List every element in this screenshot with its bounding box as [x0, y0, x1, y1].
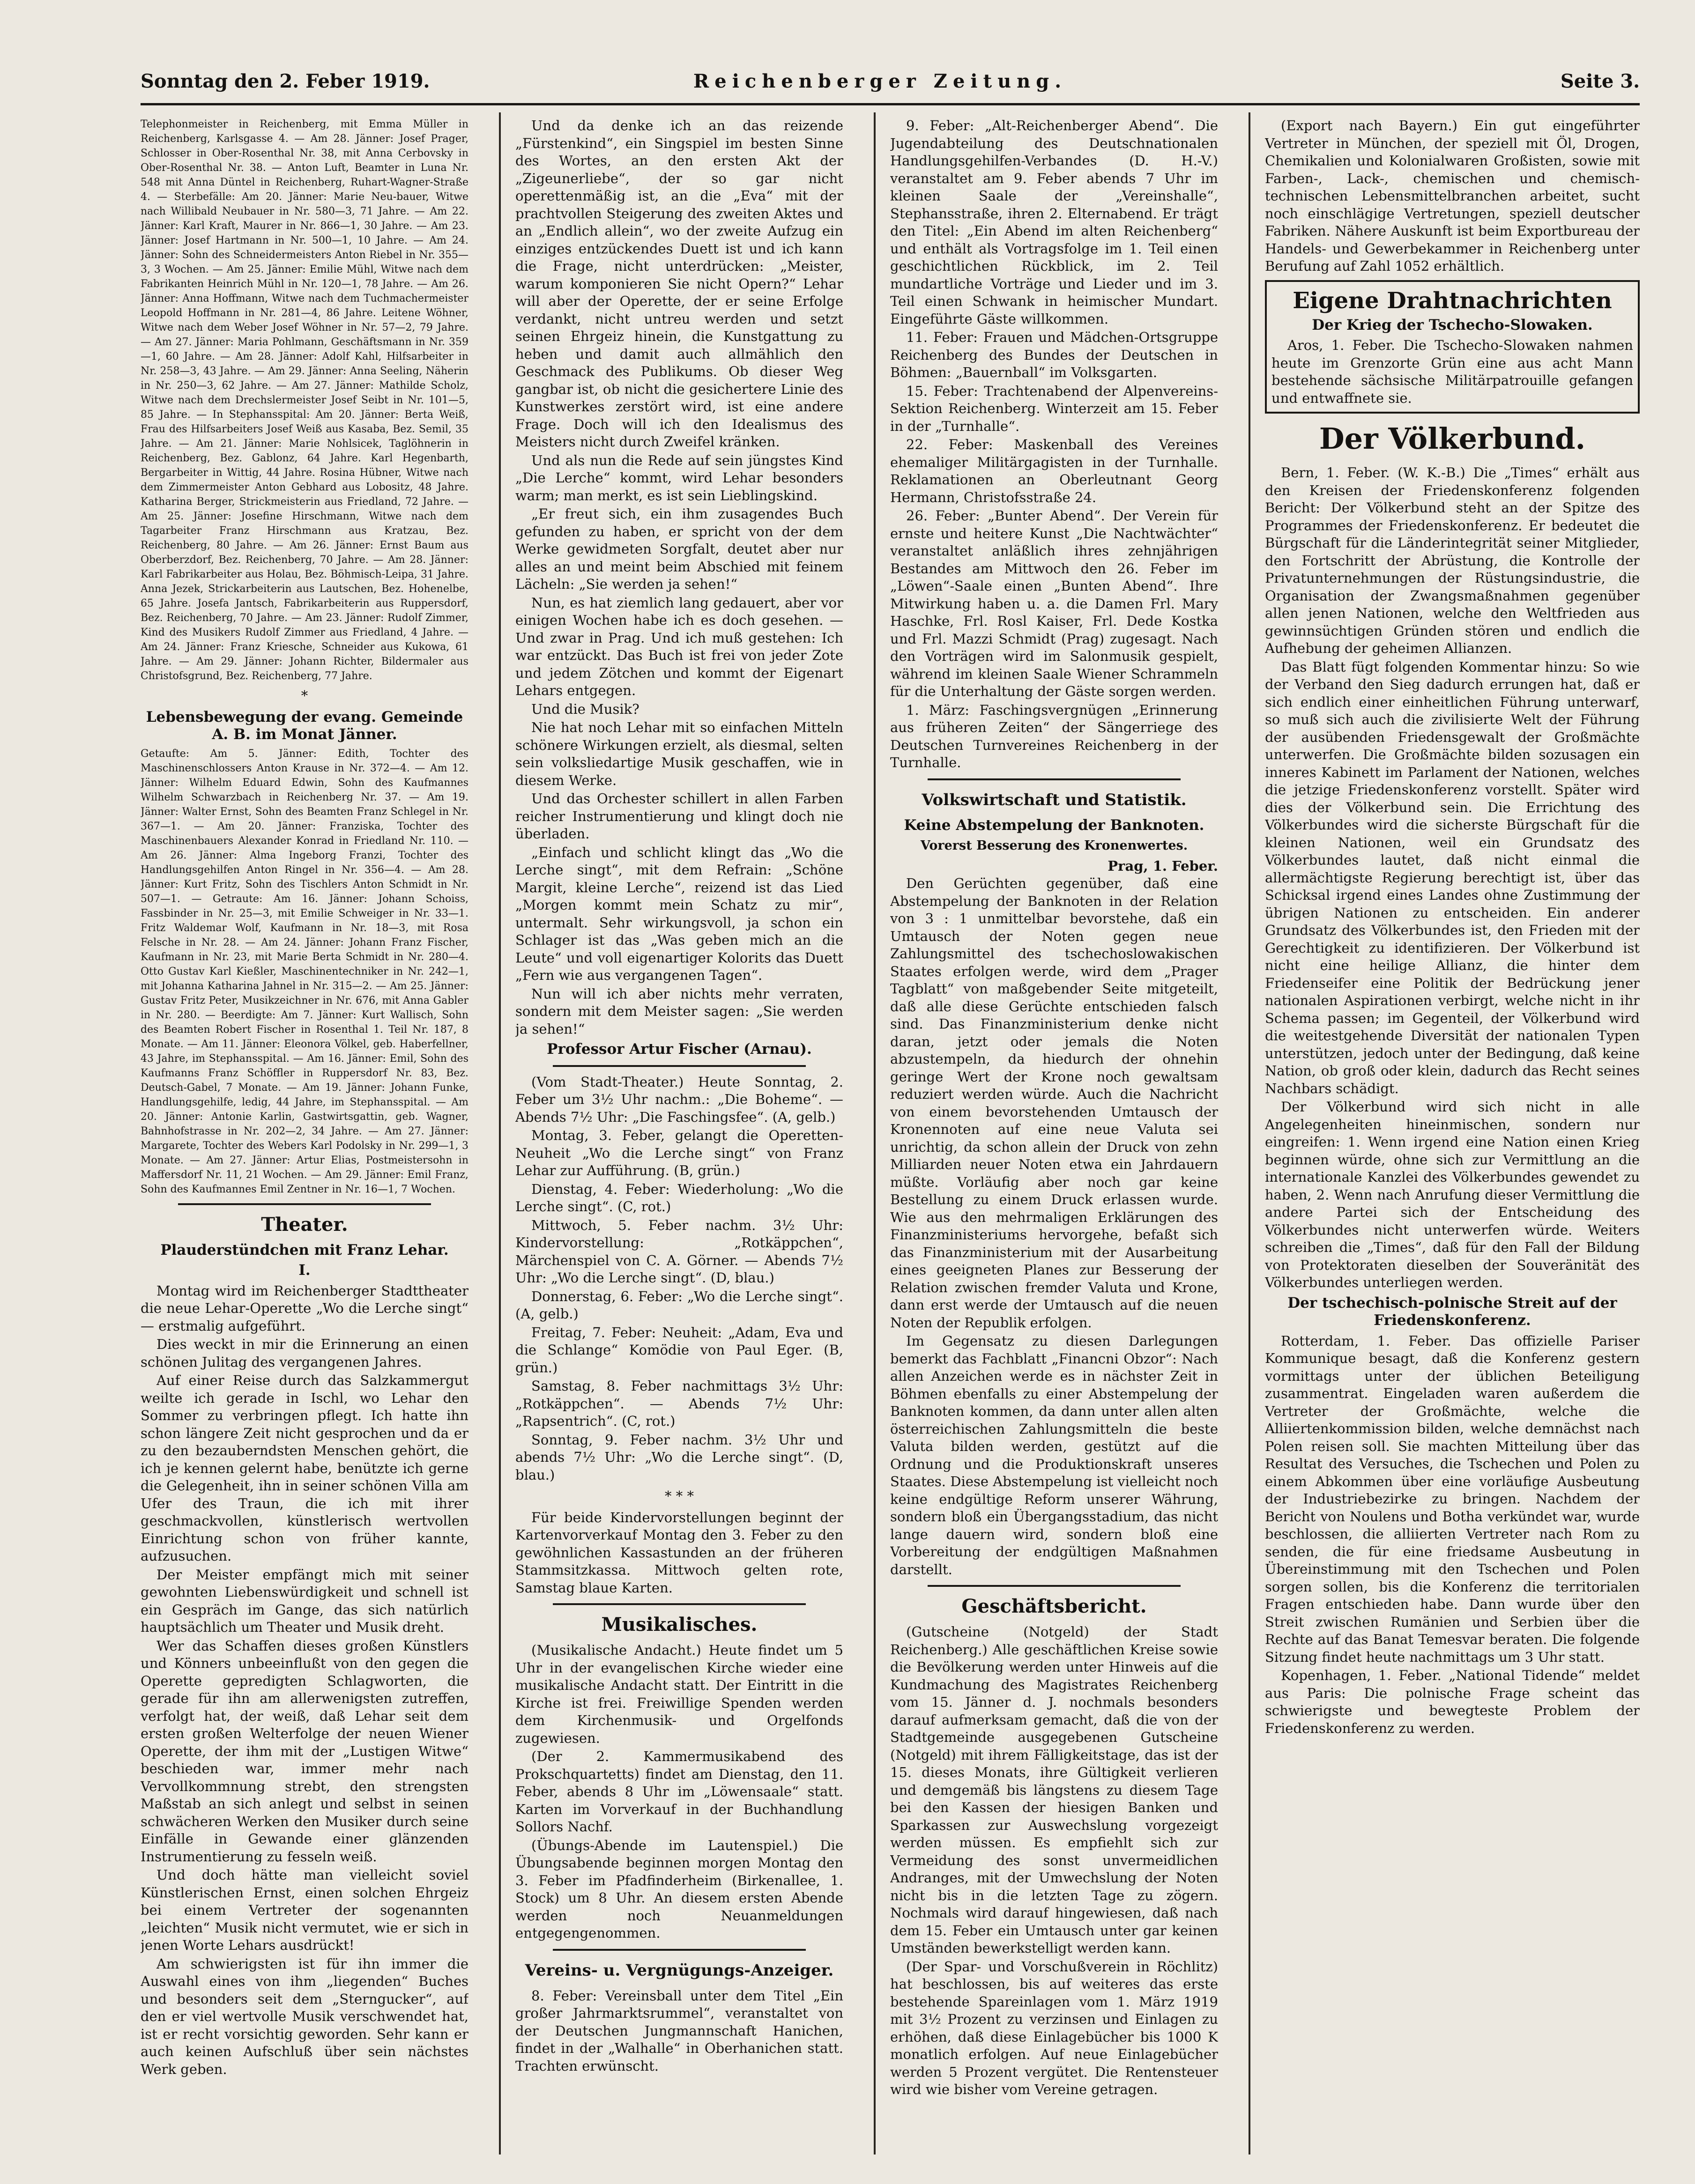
theater-paragraph: Der Meister empfängt mich mit seiner gewohnten Liebenswürdigkeit und schnell ist ein Gespräch im Gange, das sich natürlich hauptsächlich um Theater und Musik dreht.	[141, 1566, 468, 1635]
gemeinde-paragraph: Getaufte: Am 5. Jänner: Edith, Tochter des Maschinenschlossers Anton Krause in Nr. 372—4. — Am 12. Jänner: Wilhelm Eduard Edwin, Sohn des Kaufmannes Wilhelm Schwarzbach in Reichenberg Nr. 37. — Am 19. Jänner: Walter Ernst, Sohn des Beamten Franz Schlegel in Nr. 367—1. — Am 20. Jänner: Franziska, Tochter des Maschinenbauers Alexander Konrad in Friedland Nr. 110. — Am 26. Jänner: Alma Ingeborg Franzi, Tochter des Handlungsgehilfen Anton Ringel in Nr. 356—4. — Am 28. Jänner: Kurt Fritz, Sohn des Tischlers Anton Schmidt in Nr. 507—1. — Getraute: Am 16. Jänner: Johann Schoiss, Fassbinder in Nr. 25—3, mit Emilie Schweiger in Nr. 33—1. Fritz Waldemar Wolf, Kaufmann in Nr. 18—3, mit Rosa Felsche in Nr. 28. — Am 24. Jänner: Johann Franz Fischer, Kaufmann in Nr. 23, mit Marie Berta Schmidt in Nr. 280—4. Otto Gustav Karl Kießler, Maschinentechniker in Nr. 242—1, mit Johanna Katharina Jahnel in Nr. 315—2. — Am 25. Jänner: Gustav Fritz Peter, Musikzeichner in Nr. 676, mit Anna Gabler in Nr. 280. — Beerdigte: Am 7. Jänner: Kurt Wallisch, Sohn des Beamten Robert Fischer in Rosenthal 1. Teil Nr. 187, 8 Monate. — Am 11. Jänner: Eleonora Völkel, geb. Haberfellner, 43 Jahre, im Stephansspital. — Am 16. Jänner: Emil, Sohn des Kaufmanns Franz Schöffler in Ruppersdorf Nr. 83, Bez. Deutsch-Gabel, 7 Monate. — Am 19. Jänner: Johann Funke, Handlungsgehilfe, ledig, 44 Jahre, im Stephansspital. — Am 20. Jänner: Antonie Karlin, Gastwirtsgattin, geb. Wagner, Bahnhofstrasse in Nr. 202—2, 34 Jahre. — Am 27. Jänner: Margarete, Tochter des Webers Karl Podolsky in Nr. 299—1, 3 Monate. — Am 27. Jänner: Artur Elias, Postmeistersohn in Maffersdorf Nr. 11, 21 Wochen. — Am 29. Jänner: Emil Franz, Sohn des Kaufmannes Emil Zentner in Nr. 16—1, 7 Wochen.	[141, 748, 468, 1195]
voelkerbund-heading: Der Völkerbund.	[1319, 422, 1586, 456]
schedule-paragraph: Donnerstag, 6. Feber: „Wo die Lerche singt“. (A, gelb.)	[515, 1288, 843, 1322]
economy-paragraph: Den Gerüchten gegenüber, daß eine Abstempelung der Banknoten in der Relation von 3 : 1 unmittelbar bevorstehe, daß ein Umtausch der Noten gegen neue Zahlungsmittel des tschechoslowakischen Staates erfolgen werde, wird dem „Prager Tagblatt“ von maßgebender Seite mitgeteilt, daß alle diese Gerüchte entschieden falsch sind. Das Finanzministerium denke nicht daran, jetzt oder jemals die Noten abzustempeln, da hiedurch der ohnehin geringe Wert der Krone noch gewaltsam reduziert werden würde. Auch die Nachricht von einem bevorstehenden Umtausch der Kronennoten auf eine neue Valuta sei unrichtig, da schon allein der Druck von zehn Milliarden neuer Noten etwa ein Jahrdauern müßte. Vorläufig aber noch gar keine Bestellung zu einem Druck erlassen wurde. Wie aus den mehrmaligen Erklärungen des Finanzministeriums hervorgehe, befaßt sich das Finanzministerium mit der Ausarbeitung eines geeigneten Planes zur Besserung der Relation zwischen fremder Valuta und Krone, dann erst werde der Umtausch auf die neuen Noten der Republik erfolgen.	[890, 875, 1218, 1331]
part-number: I.	[298, 1262, 311, 1279]
lehar-paragraph: „Er freut sich, ein ihm zusagendes Buch gefunden zu haben, er spricht von der dem Werke gewidmeten Sorgfalt, deutet aber nur alles an und meint beim Abschied mit feinem Lächeln: „Sie werden ja sehen!“	[515, 506, 843, 592]
verein-paragraph: 8. Feber: Vereinsball unter dem Titel „Ein großer Jahrmarktsrummel“, veranstaltet von der Deutschen Jungmannschaft Hanichen, findet in der „Walhalle“ in Oberhanichen statt. Trachten erwünscht.	[515, 1987, 843, 2074]
theater-heading: Theater.	[261, 1213, 348, 1236]
column-rule	[1249, 112, 1250, 2154]
section-rule	[178, 1203, 431, 1205]
dateline: Prag, 1. Feber.	[1108, 858, 1218, 874]
event-paragraph: 1. März: Faschingsvergnügen „Erinnerung aus früheren Zeiten“ der Sängerriege des Deutschen Turnvereines Reichenberg in der Turnhalle.	[890, 702, 1218, 770]
column-4	[1265, 117, 1640, 2150]
schedule-paragraph: Sonntag, 9. Feber nachm. 3½ Uhr und abends 7½ Uhr: „Wo die Lerche singt“. (D, blau.)	[515, 1431, 843, 1483]
lehar-paragraph: Und die Musik?	[531, 701, 639, 717]
geschaeftsbericht-heading: Geschäftsbericht.	[961, 1595, 1147, 1617]
lehar-paragraph: Und da denke ich an das reizende „Fürstenkind“, ein Singspiel im besten Sinne des Wortes, an den ersten Akt der „Zigeunerliebe“, der so gar nicht operettenmäßig ist, an die „Eva“ mit der prachtvollen Steigerung des zweiten Aktes und an „Endlich allein“, wo der zweite Aufzug ein einziges entzückendes Duett ist und ich kann die Frage, nicht unterdrücken: „Meister, warum komponieren Sie nicht Opern?“ Lehar will aber der Operette, der er seine Erfolge verdankt, nicht untreu werden und setzt seinen Ehrgeiz hinein, die Kunstgattung zu heben und damit auch allmählich den Geschmack des Publikums. Ob dieser Weg gangbar ist, ob nicht die gesichertere Linie des Kunstwerkes zerstört wird, ist eine andere Frage. Doch will ich den Idealismus des Meisters nicht durch Zweifel kränken.	[515, 118, 843, 450]
theater-paragraph: Dies weckt in mir die Erinnerung an einen schönen Julitag des vergangenen Jahres.	[141, 1336, 468, 1370]
deaths-paragraph: Telephonmeister in Reichenberg, mit Emma Müller in Reichenberg, Karlsgasse 4. — Am 28. Jänner: Josef Prager, Schlosser in Ober-Rosenthal Nr. 38, mit Anna Cerbovsky in Ober-Rosenthal Nr. 38. — Anton Luft, Beamter in Luna Nr. 548 mit Anna Düntel in Reichenberg, Ruhart-Wagner-Straße 4. — Sterbefälle: Am 20. Jänner: Marie Neu-bauer, Witwe nach Willibald Neubauer in Nr. 580—3, 71 Jahre. — Am 22. Jänner: Karl Kraft, Maurer in Nr. 866—1, 30 Jahre. — Am 23. Jänner: Josef Hartmann in Nr. 500—1, 10 Jahre. — Am 24. Jänner: Sohn des Schneidermeisters Anton Riebel in Nr. 355—3, 3 Wochen. — Am 25. Jänner: Emilie Mühl, Witwe nach dem Fabrikanten Heinrich Mühl in Nr. 120—1, 78 Jahre. — Am 26. Jänner: Anna Hoffmann, Witwe nach dem Tuchmachermeister Leopold Hoffmann in Nr. 281—4, 86 Jahre. Leitene Wöhner, Witwe nach dem Weber Josef Wöhner in Nr. 57—2, 79 Jahre. — Am 27. Jänner: Maria Pohlmann, Geschäftsmann in Nr. 359—1, 60 Jahre. — Am 28. Jänner: Adolf Kahl, Hilfsarbeiter in Nr. 258—3, 43 Jahre. — Am 29. Jänner: Anna Seeling, Näherin in Nr. 250—3, 62 Jahre. — Am 27. Jänner: Mathilde Scholz, Witwe nach dem Drechslermeister Josef Seibt in Nr. 101—5, 85 Jahre. — In Stephansspital: Am 20. Jänner: Berta Weiß, Frau des Hilfsarbeiters Josef Weiß aus Kasaba, Bez. Semil, 35 Jahre. — Am 21. Jänner: Marie Nohlsicek, Taglöhnerin in Reichenberg, Bez. Gablonz, 64 Jahre. Karl Hegenbarth, Bergarbeiter in Wittig, 44 Jahre. Rosina Hübner, Witwe nach dem Zimmermeister Anton Gebhard aus Lobositz, 48 Jahre. Katharina Berger, Strickmeisterin aus Friedland, 72 Jahre. — Am 25. Jänner: Josefine Hirschmann, Witwe nach dem Tagarbeiter Franz Hirschmann aus Kratzau, Bez. Reichenberg, 80 Jahre. — Am 26. Jänner: Ernst Baum aus Oberberzdorf, Bez. Reichenberg, 70 Jahre. — Am 28. Jänner: Karl Fabrikarbeiter aus Holau, Bez. Böhmisch-Leipa, 31 Jahre. Anna Jezek, Strickarbeiterin aus Lautschen, Bez. Hohenelbe, 65 Jahre. Josefa Jantsch, Fabrikarbeiterin aus Ruppersdorf, Bez. Reichenberg, 70 Jahre. — Am 23. Jänner: Rudolf Zimmer, Kind des Musikers Rudolf Zimmer aus Friedland, 4 Jahre. — Am 24. Jänner: Franz Kriesche, Schneider aus Kukowa, 61 Jahre. — Am 29. Jänner: Johann Richter, Bildermaler aus Christofsgrund, Bez. Reichenberg, 77 Jahre.	[141, 118, 468, 682]
schedule-paragraph: Samstag, 8. Feber nachmittags 3½ Uhr: „Rotkäppchen“. — Abends 7½ Uhr: „Rapsentrich“. (C, rot.)	[515, 1378, 843, 1429]
newspaper-title: Reichenberger Zeitung.	[693, 70, 1067, 92]
business-paragraph: (Gutscheine (Notgeld) der Stadt Reichenberg.) Alle geschäftlichen Kreise sowie die Bevölkerung werden unter Hinweis auf die Kundmachung des Magistrates Reichenberg vom 15. Jänner d. J. nochmals besonders darauf aufmerksam gemacht, daß die von der Stadtgemeinde ausgegebenen Gutscheine (Notgeld) mit ihrem Fälligkeitstage, das ist der 15. dieses Monats, ihre Gültigkeit verlieren und demgemäß bis längstens zu diesem Tage bei den Kassen der hiesigen Banken und Sparkassen zur Auswechslung vorgezeigt werden müssen. Es empfiehlt sich zur Vermeidung des sonst unvermeidlichen Andranges, mit der Umwechslung der Noten nicht bis in die letzten Tage zu zögern. Nochmals wird darauf hingewiesen, daß nach dem 15. Feber ein Umtausch unter gar keinen Umständen bewerkstelligt werden kann.	[890, 1624, 1218, 1956]
plauder-heading: Plauderstündchen mit Franz Lehar.	[160, 1241, 449, 1259]
voelkerbund-paragraph: Der Völkerbund wird sich nicht in alle Angelegenheiten hineinmischen, sondern nur eingreifen: 1. Wenn irgend eine Nation einen Krieg beginnen würde, ohne sich zur Vermittlung an die internationale Kanzlei des Völkerbundes gewendet zu haben, 2. Wenn nach Anrufung dieser Vermittlung die andere Partei sich der Entscheidung des Völkerbundes nicht unterwerfen würde. Weiters schreiben die „Times“, daß für den Fall der Bildung von Protektoraten dieselben der Souveränität des Völkerbundes unterliegen werden.	[1265, 1099, 1640, 1290]
streit-paragraph: Kopenhagen, 1. Feber. „National Tidende“ meldet aus Paris: Die polnische Frage scheint das schwierigste und bewegteste Problem der Friedenskonferenz zu werden.	[1265, 1667, 1640, 1736]
schedule-paragraph: Montag, 3. Feber, gelangt die Operetten-Neuheit „Wo die Lerche singt“ von Franz Lehar zur Aufführung. (B, grün.)	[515, 1127, 843, 1178]
page-number: Seite 3.	[1560, 70, 1640, 92]
schedule-paragraph: Dienstag, 4. Feber: Wiederholung: „Wo die Lerche singt“. (C, rot.)	[515, 1181, 843, 1214]
section-rule	[553, 1065, 806, 1067]
kronen-subheading: Vorerst Besserung des Kronenwertes.	[920, 838, 1188, 853]
drahtnachrichten-box	[1265, 280, 1640, 414]
voelkerbund-paragraph: Das Blatt fügt folgenden Kommentar hinzu: So wie der Verband den Sieg dadurch errungen hat, daß er sich endlich einer einheitlichen Führung unterwarf, so muß sich auch die zivilisierte Welt der Führung der ausübenden Friedensgewalt der Großmächte unterwerfen. Die Großmächte bilden sozusagen ein inneres Kabinett im Parlament der Nationen, welches die jetzige Friedenskonferenz vorstellt. Später wird dies der Völkerbund sein. Die Errichtung des Völkerbundes wird die sicherste Bürgschaft für die kleinen Nationen, weil ein Grundsatz des Völkerbundes lautet, daß nicht einmal die allermächtigste Regierung berechtigt ist, über das Schicksal irgend eines Landes ohne Zustimmung der übrigen Nationen zu entscheiden. Ein anderer Grundsatz des Völkerbundes ist, den Frieden mit der Gerechtigkeit zu identifizieren. Der Völkerbund ist nicht eine heilige Allianz, die hinter dem Friedenseifer eine Politik der Bedrückung jener nationalen Aspirationen verbirgt, welche nicht in ihr Schema passen; im Gegenteil, der Völkerbund wird die weitestgehende Diversität der nationalen Typen unterstützen, jedoch unter der Bedingung, daß keine Nation, ob groß oder klein, dadurch das Recht seines Nachbars schädigt.	[1265, 659, 1640, 1096]
issue-date: Sonntag den 2. Feber 1919.	[141, 70, 430, 92]
theater-paragraph: Am schwierigsten ist für ihn immer die Auswahl eines von ihm „liegenden“ Buches und besonders seit dem „Sterngucker“, auf den er viel wertvolle Musik verschwendet hat, ist er recht vorsichtig geworden. Sehr kann er auch keinen Aufschluß über sein nächstes Werk geben.	[141, 1955, 468, 2077]
section-rule	[553, 1603, 806, 1605]
business-paragraph: (Der Spar- und Vorschußverein in Röchlitz) hat beschlossen, bis auf weiteres das erste bestehende Spareinlagen vom 1. März 1919 mit 3½ Prozent zu verzinsen und Einlagen zu erhöhen, daß diese Einlagebücher bis 1000 K monatlich erfolgen. Auf neue Einlagebücher werden 5 Prozent vergütet. Die Rentensteuer wird wie bisher vom Vereine getragen.	[890, 1958, 1218, 2097]
voelkerbund-paragraph: Bern, 1. Feber. (W. K.-B.) Die „Times“ erhält aus den Kreisen der Friedenskonferenz folgenden Bericht: Der Völkerbund steht an der Spitze des Programmes der Friedenskonferenz. Er bedeutet die Bürgschaft für die Länderintegrität seiner Mitglieder, den Fortschritt der Abrüstung, die Kontrolle der Privatunternehmungen der Rüstungsindustrie, die Organisation der Zwangsmaßnahmen gegenüber allen jenen Nationen, welche den Weltfrieden aus gewinnsüchtigen Gründen stören und endlich die Aufhebung der geheimen Allianzen.	[1265, 465, 1640, 656]
lehar-paragraph: Nie hat noch Lehar mit so einfachen Mitteln schönere Wirkungen erzielt, als diesmal, selten sein volksliedartige Musik geschaffen, wie in diesem Werke.	[515, 719, 843, 788]
banknoten-subheading: Keine Abstempelung der Banknoten.	[904, 816, 1204, 834]
column-3	[890, 117, 1218, 2150]
theater-paragraph: Auf einer Reise durch das Salzkammergut weilte ich gerade in Ischl, wo Lehar den Sommer zu verbringen pflegt. Ich hatte ihn schon längere Zeit nicht gesprochen und da er zu den bezauberndsten Menschen gehört, die ich je kennen gelernt habe, benützte ich gerne die Gelegenheit, ihn in seiner schönen Villa am Ufer des Traun, die ich mit ihrer geschmackvollen, künstlerisch wertvollen Einrichtung schon von früher kannte, aufzusuchen.	[141, 1372, 468, 1564]
lehar-paragraph: „Einfach und schlicht klingt das „Wo die Lerche singt“, mit dem Refrain: „Schöne Margit, kleine Lerche“, reizend ist das Lied „Morgen kommt mein Schatz zu mir“, untermalt. Sehr wirkungsvoll, ja schon ein Schlager ist das „Was geben mich an die Leute“ und voll eigenartiger Kolorits das Duett „Fern wie aus vergangenen Tagen“.	[515, 844, 843, 983]
column-2	[515, 117, 843, 2150]
section-rule	[928, 778, 1181, 780]
event-paragraph: 9. Feber: „Alt-Reichenberger Abend“. Die Jugendabteilung des Deutschnationalen Handlungsgehilfen-Verbandes (D. H.-V.) veranstaltet am 9. Feber abends 7 Uhr im kleinen Saale der „Vereinshalle“, Stephansstraße, ihren 2. Elternabend. Er trägt den Titel: „Ein Abend im alten Reichenberg“ und enthält als Vortragsfolge im 1. Teil einen geschichtlichen Rückblick, im 2. Teil mundartliche Vorträge und Lieder und im 3. Teil einen Schwank in heimischer Mundart. Eingeführte Gäste willkommen.	[890, 118, 1218, 327]
verein-heading: Vereins- u. Vergnügungs-Anzeiger.	[525, 1961, 834, 1980]
event-paragraph: 15. Feber: Trachtenabend der Alpenvereins-Sektion Reichenberg. Winterzeit am 15. Feber in der „Turnhalle“.	[890, 383, 1218, 434]
economy-paragraph: Im Gegensatz zu diesen Darlegungen bemerkt das Fachblatt „Financni Obzor“: Nach allen Anzeichen werde es in nächster Zeit in Böhmen ebenfalls zu einer Abstempelung der Banknoten kommen, da dann unter allen alten österreichischen Zahlungsmitteln die beste Valuta bilden werden, gestützt auf die Ordnung und die Produktionskraft unseres Staates. Diese Abstempelung ist vielleicht noch keine endgültige Reform unserer Währung, sondern bloß ein Übergangsstadium, das nicht lange dauern wird, sondern bloß eine Vorbereitung der endgültigen Maßnahmen darstellt.	[890, 1333, 1218, 1577]
schedule-paragraph: Freitag, 7. Feber: Neuheit: „Adam, Eva und die Schlange“ Komödie von Paul Eger. (B, grün.)	[515, 1324, 843, 1376]
section-rule	[553, 1949, 806, 1951]
theater-paragraph: Und doch hätte man vielleicht soviel Künstlerischen Ernst, einen solchen Ehrgeiz bei einem Vertreter der sogenannten „leichten“ Musik nicht vermutet, wie er sich in jenen Worte Lehars ausdrückt!	[141, 1867, 468, 1953]
separator-star: *	[301, 688, 308, 703]
lehar-paragraph: Und das Orchester schillert in allen Farben reicher Instrumentierung und klingt doch nie überladen.	[515, 791, 843, 842]
section-rule	[928, 1585, 1181, 1587]
gemeinde-heading: Lebensbewegung der evang. Gemeinde A. B. im Monat Jänner.	[146, 708, 463, 743]
separator-stars: * * *	[665, 1488, 694, 1504]
column-rule	[874, 112, 876, 2154]
lehar-paragraph: Nun will ich aber nichts mehr verraten, sondern mit dem Meister sagen: „Sie werden ja sehen!“	[515, 985, 843, 1037]
streit-subheading: Der tschechisch-polnische Streit auf der Friedenskonferenz.	[1287, 1294, 1617, 1329]
lehar-paragraph: Und als nun die Rede auf sein jüngstes Kind „Die Lerche“ kommt, wird Lehar besonders warm; man merkt, es ist sein Lieblingskind.	[515, 452, 843, 503]
event-paragraph: 26. Feber: „Bunter Abend“. Der Verein für ernste und heitere Kunst „Die Nachtwächter“ veranstaltet anläßlich ihres zehnjährigen Bestandes am Mittwoch den 26. Feber im „Löwen“-Saale einen „Bunten Abend“. Ihre Mitwirkung haben u. a. die Damen Frl. Mary Haschke, Frl. Rosl Kaiser, Frl. Dede Kostka und Frl. Mazzi Schmidt (Prag) zugesagt. Nach den Vorträgen wird im Salonmusik gespielt, während im kleinen Saale Wiener Schrammeln für die Unterhaltung der Gäste sorgen werden.	[890, 508, 1218, 699]
schedule-paragraph: (Vom Stadt-Theater.) Heute Sonntag, 2. Feber um 3½ Uhr nachm.: „Die Boheme“. — Abends 7½ Uhr: „Die Faschingsfee“. (A, gelb.)	[515, 1073, 843, 1125]
volkswirtschaft-heading: Volkswirtschaft und Statistik.	[922, 790, 1187, 809]
header-rule	[141, 103, 1640, 105]
schedule-paragraph: Für beide Kindervorstellungen beginnt der Kartenvorverkauf Montag den 3. Feber zu den gewöhnlichen Kassastunden an der früheren Stammsitzkassa. Mittwoch gelten rote, Samstag blaue Karten.	[515, 1509, 843, 1596]
schedule-paragraph: Mittwoch, 5. Feber nachm. 3½ Uhr: Kindervorstellung: „Rotkäppchen“, Märchenspiel von C. A. Görner. — Abends 7½ Uhr: „Wo die Lerche singt“. (D, blau.)	[515, 1217, 843, 1286]
musik-paragraph: (Der 2. Kammermusikabend des Prokschquartetts) findet am Dienstag, den 11. Feber, abends 8 Uhr im „Löwensaale“ statt. Karten im Vorverkauf in der Buchhandlung Sollors Nachf.	[515, 1748, 843, 1835]
musik-paragraph: (Übungs-Abende im Lautenspiel.) Die Übungsabende beginnen morgen Montag den 3. Feber im Pfadfinderheim (Birkenallee, 1. Stock) um 8 Uhr. An diesem ersten Abende werden noch Neuanmeldungen entgegengenommen.	[515, 1837, 843, 1941]
krieg-paragraph: Aros, 1. Feber. Die Tschecho-Slowaken nahmen heute im Grenzorte Grün eine aus acht Mann bestehende sächsische Militärpatrouille gefangen und entwaffnete sie.	[1271, 337, 1633, 406]
drahtnachrichten-heading: Eigene Drahtnachrichten	[1293, 287, 1612, 314]
event-paragraph: 22. Feber: Maskenball des Vereines ehemaliger Militärgagisten in der Turnhalle. Reklamationen an Oberleutnant Georg Hermann, Christofsstraße 24.	[890, 437, 1218, 505]
article-author: Professor Artur Fischer (Arnau).	[547, 1041, 812, 1058]
page-header	[141, 70, 1640, 98]
event-paragraph: 11. Feber: Frauen und Mädchen-Ortsgruppe Reichenberg des Bundes der Deutschen in Böhmen: „Bauernball“ im Volksgarten.	[890, 329, 1218, 380]
streit-paragraph: Rotterdam, 1. Feber. Das offizielle Pariser Kommunique besagt, daß die Konferenz gestern vormittags unter der üblichen Beteiligung zusammentrat. Eingeladen waren außerdem die Vertreter der Großmächte, welche die Alliiertenkommission bilden, welche demnächst nach Polen reisen soll. Sie machten Mitteilung über das Resultat des Versuches, die Tschechen und Polen zu einem Abkommen über eine vorläufige Ausbeutung der Industriebezirke zu bringen. Nachdem der Bericht von Noulens und Botha verkündet war, wurde beschlossen, die alliierten Vertreter nach Rom zu senden, die für eine friedsame Ausbeutung in Übereinstimmung mit den Tschechen und Polen sorgen sollen, bis die Konferenz die territorialen Fragen entschieden habe. Dann wurde über den Streit zwischen Rumänien und Serbien über die Rechte auf das Banat Temesvar beraten. Die folgende Sitzung findet heute nachmittags um 3 Uhr statt.	[1265, 1333, 1640, 1665]
lehar-paragraph: Nun, es hat ziemlich lang gedauert, aber vor einigen Wochen habe ich es doch gesehen. — Und zwar in Prag. Und ich muß gestehen: Ich war entzückt. Das Buch ist frei von jeder Zote und jedem Zötchen und kommt der Eigenart Lehars entgegen.	[515, 594, 843, 698]
musik-paragraph: (Musikalische Andacht.) Heute findet um 5 Uhr in der evangelischen Kirche wieder eine musikalische Andacht statt. Der Eintritt in die Kirche ist frei. Freiwillige Spenden werden dem Kirchenmusik- und Orgelfonds zugewiesen.	[515, 1642, 843, 1746]
musik-heading: Musikalisches.	[601, 1614, 758, 1636]
theater-paragraph: Montag wird im Reichenberger Stadttheater die neue Lehar-Operette „Wo die Lerche singt“ — erstmalig aufgeführt.	[141, 1282, 468, 1334]
export-paragraph: (Export nach Bayern.) Ein gut eingeführter Vertreter in München, der speziell mit Öl, Drogen, Chemikalien und Kolonialwaren Großisten, sowie mit Farben-, Lack-, chemischen und chemisch-technischen Lebensmittelbranchen arbeitet, sucht noch einschlägige Vertretungen, speziell deutscher Fabriken. Nähere Auskunft ist beim Exportbureau der Handels- und Gewerbekammer in Reichenberg unter Berufung auf Zahl 1052 erhältlich.	[1265, 118, 1640, 274]
krieg-subheading: Der Krieg der Tschecho-Slowaken.	[1312, 316, 1593, 333]
column-rule	[499, 112, 501, 2154]
column-1	[141, 117, 468, 2150]
theater-paragraph: Wer das Schaffen dieses großen Künstlers und Könners unbeeinflußt von den gegen die Operette gepredigten Schlagworten, die gerade für ihn am allerwenigsten zutreffen, verfolgt hat, der weiß, daß Lehar seit dem ersten großen Welterfolge der neuen Wiener Operette, der ihm mit der „Lustigen Witwe“ beschieden war, immer mehr nach Vervollkommnung strebt, den strengsten Maßstab an sich anlegt und selbst in seinen schwächeren Werken den Musiker durch seine Einfälle in Gewande einer glänzenden Instrumentierung zu fesseln weiß.	[141, 1637, 468, 1865]
